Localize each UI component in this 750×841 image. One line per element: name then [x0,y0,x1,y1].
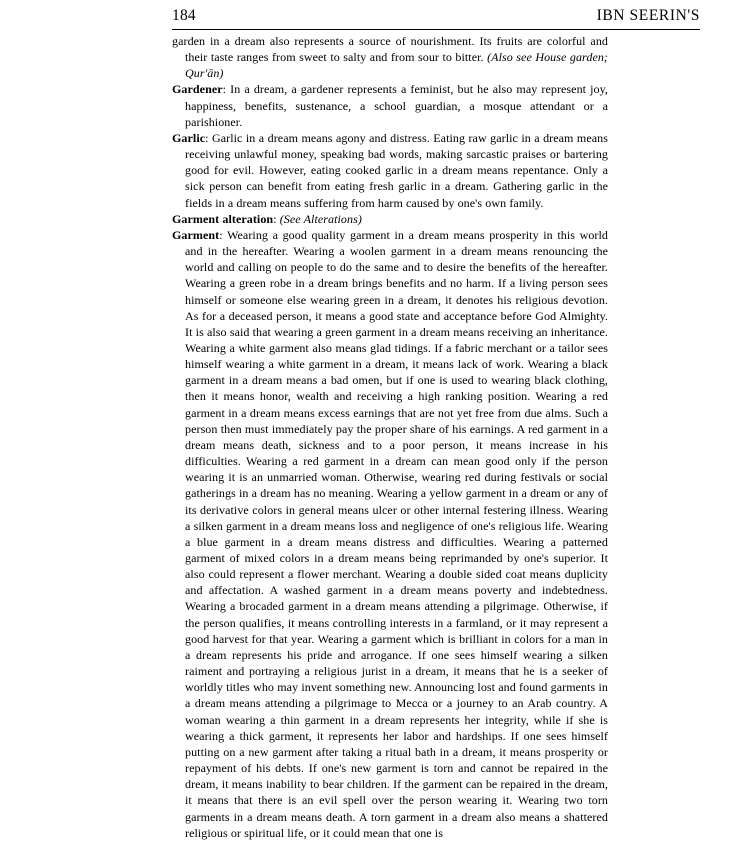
entry-headword: Gardener [172,82,223,97]
entry-headword: Garment [172,227,220,242]
entry-garlic [172,130,608,211]
entry-body: garden in a dream also represents a source of nourishment. Its fruits are colorful and their taste ranges from sweet to salty and from sour to bitter. [172,34,608,65]
entry-headword: Garment alteration [172,211,274,226]
entry-garment-alteration [172,211,608,227]
entry-cross-reference: (See Alterations) [279,211,362,226]
page-number: 184 [172,7,196,24]
entry-headword: Garlic [172,130,206,145]
entry-separator: : [273,211,280,226]
entry-garden-continued [172,33,608,81]
entry-separator: : [222,82,231,97]
entry-cross-reference: (Also see House garden; Qur'ān) [185,50,609,81]
running-head [172,8,700,24]
book-title: IBN SEERIN'S [596,7,700,24]
entry-separator: : [205,130,212,145]
entry-body: Wearing a good quality garment in a dream means prosperity in this world and in the hereafter. Wearing a woolen garment in a dream means renouncing the world and calling on people to do the same and to desire the benefits of the hereafter. Wearing a green robe in a dream brings benefits and no harm. If a living person sees himself or someone else wearing green in a dream, it denotes his religious devotion. As for a deceased person, it means a good state and acceptance before God Almighty. It is also said that wearing a green garment in a dream means receiving an inheritance. Wearing a white garment also means glad tidings. If a fabric merchant or a tailor sees himself wearing a white garment in a dream, it means lack of work. Wearing a black garment in a dream means a bad omen, but if one is used to wearing black clothing, then it means honor, wealth and receiving a high ranking position. Wearing a red garment in a dream means excess earnings that are not yet free from due alms. Such a person then must immediately pay the proper share of his earnings. A red garment in a dream means death, sickness and to a poor person, it means increase in his difficulties. Wearing a red garment in a dream can mean good only if the person wearing it is an unmarried woman. Otherwise, wearing red during festivals or social gatherings in a dream has no meaning. Wearing a yellow garment in a dream or any of its derivative colors in general means ulcer or other internal festering illness. Wearing a silken garment in a dream means loss and negligence of one's religious life. Wearing a blue garment in a dream means distress and difficulties. Wearing a patterned garment of mixed colors in a dream means being reprimanded by one's superior. It also could represent a flower merchant. Wearing a double sided coat means duplicity and affectation. A washed garment in a dream means poverty and indebtedness. Wearing a brocaded garment in a dream means attending a pilgrimage. Otherwise, if the person qualifies, it means controlling interests in a farmland, or it may represent a good harvest for that year. Wearing a garment which is brilliant in colors for a man in a dream represents his pride and arrogance. If one sees himself wearing a silken raiment and portraying a religious jurist in a dream, it means that he is a seeker of worldly titles who may invent something new. Announcing lost and found garments in a dream means attending a pilgrimage to Mecca or a journey to an Arab country. A woman wearing a thin garment in a dream represents her integrity, while if she is wearing a thick garment, it represents her labor and hardships. If one sees himself putting on a new garment after taking a ritual bath in a dream, it means prosperity or repayment of his debts. If one's new garment is torn and cannot be repaired in the dream, it means inability to bear children. If the garment can be repaired in the dream, it means that there is an evil spell over the person wearing it. Wearing two torn garments in a dream means death. A torn garment in a dream also means a shattered religious or spiritual life, or it could mean that one is [185,227,608,840]
header-rule [172,29,700,30]
entry-garment [172,227,608,841]
text-column [172,33,608,841]
entry-body: Garlic in a dream means agony and distress. Eating raw garlic in a dream means receiving unlawful money, speaking bad words, making sarcastic praises or bartering good for evil. However, eating cooked garlic in a dream means repentance. Only a sick person can benefit from eating fresh garlic in a dream. Gathering garlic in the fields in a dream means suffering from harm caused by one's own family. [185,130,608,210]
entry-body: In a dream, a gardener represents a feminist, but he also may represent joy, happiness, benefits, sustenance, a school guardian, a mosque attendant or a parishioner. [185,82,608,129]
entry-separator: : [219,227,228,242]
entry-gardener [172,81,608,129]
